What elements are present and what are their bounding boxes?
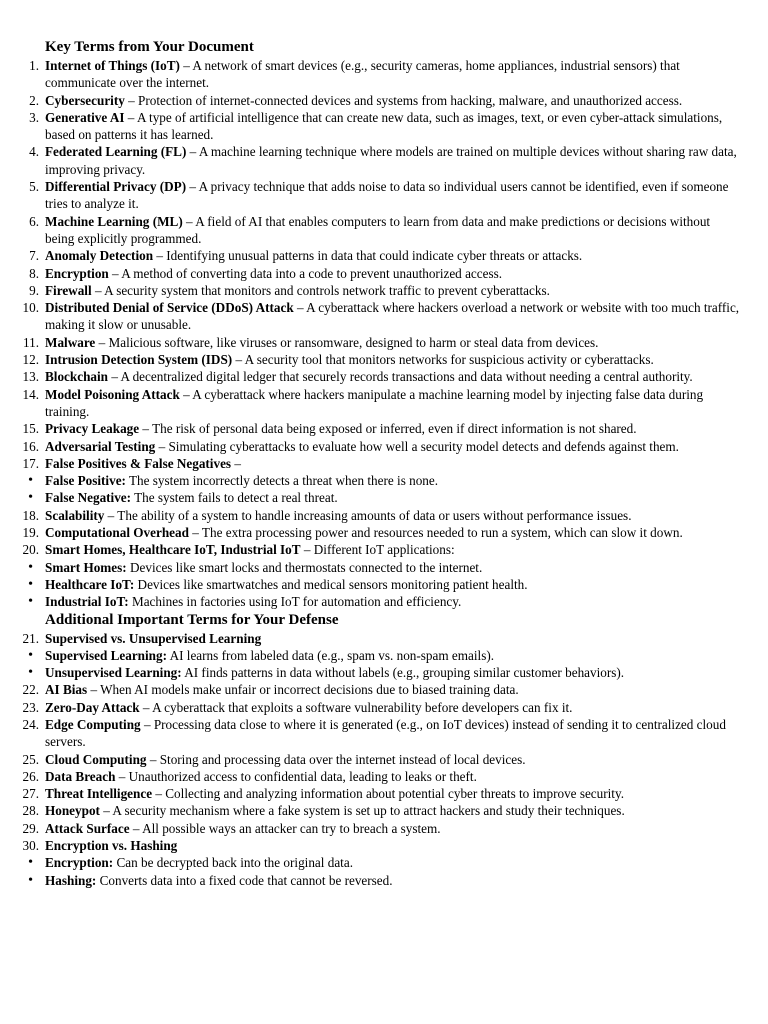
numbered-list-item [0, 143, 740, 178]
list-number: 5. [29, 179, 39, 195]
numbered-list-item [0, 681, 740, 698]
numbered-list-item [0, 751, 740, 768]
numbered-list-item [0, 802, 740, 819]
numbered-list-item [0, 57, 740, 92]
term-definition: – A cyberattack that exploits a software vulnerability before developers can fix it. [139, 699, 573, 715]
bullet-marker: • [28, 559, 33, 575]
term-definition: – A cyberattack where hackers manipulate a machine learning model by injecting false data during training. [45, 386, 704, 419]
term-definition: – A security system that monitors and controls network traffic to prevent cyberattacks. [91, 282, 550, 298]
list-number: 22. [22, 682, 39, 698]
numbered-list-item [0, 178, 740, 213]
term-definition: – The risk of personal data being exposed or inferred, even if direct information is not shared. [139, 421, 637, 437]
bullet-marker: • [28, 855, 33, 871]
term-definition: – A cyberattack where hackers overload a network or website with too much traffic, making it slow or unusable. [45, 300, 740, 333]
key-terms-list [0, 57, 740, 611]
term-name: Honeypot [45, 803, 100, 819]
term-name: Smart Homes, Healthcare IoT, Industrial IoT [45, 542, 301, 558]
numbered-list-item [0, 334, 740, 351]
bullet-marker: • [28, 594, 33, 610]
numbered-list-item [0, 299, 740, 334]
term-name: Data Breach [45, 768, 116, 784]
numbered-list-item [0, 282, 740, 299]
term-definition: – Unauthorized access to confidential data, leading to leaks or theft. [115, 768, 477, 784]
term-name: Zero-Day Attack [45, 699, 140, 715]
bullet-list-item [0, 559, 740, 576]
term-name: Privacy Leakage [45, 421, 140, 437]
term-definition: – The ability of a system to handle increasing amounts of data or users without performance issues. [104, 507, 632, 523]
term-name: Encryption vs. Hashing [45, 838, 178, 854]
list-number: 10. [22, 300, 39, 316]
term-name: Anomaly Detection [45, 248, 154, 264]
term-definition: – A machine learning technique where models are trained on multiple devices without sharing raw data, improving privacy. [45, 144, 737, 177]
list-number: 14. [22, 386, 39, 402]
bullet-marker: • [28, 665, 33, 681]
numbered-list-item [0, 420, 740, 437]
term-name: Firewall [45, 282, 92, 298]
term-definition: – Processing data close to where it is generated (e.g., on IoT devices) instead of sending it to centralized cloud servers. [45, 716, 726, 750]
list-number: 21. [22, 630, 39, 646]
term-name: Edge Computing [45, 716, 141, 732]
term-name: Internet of Things (IoT) [45, 58, 180, 73]
numbered-list-item [0, 438, 740, 455]
list-number: 23. [22, 699, 39, 715]
numbered-list-item [0, 785, 740, 802]
term-name: Intrusion Detection System (IDS) [45, 352, 233, 368]
numbered-list-item [0, 351, 740, 368]
term-definition: – A security tool that monitors networks for suspicious activity or cyberattacks. [232, 352, 654, 368]
term-definition: – Identifying unusual patterns in data that could indicate cyber threats or attacks. [153, 248, 583, 264]
list-number: 19. [22, 525, 39, 541]
term-definition: – A security mechanism where a fake system is set up to attract hackers and study their techniques. [99, 803, 625, 819]
term-name: Scalability [45, 507, 105, 523]
bullet-list-item [0, 647, 740, 664]
numbered-list-item [0, 716, 740, 751]
bullet-list-item [0, 854, 740, 871]
document-content [0, 38, 740, 889]
list-number: 6. [29, 213, 39, 229]
term-definition: – When AI models make unfair or incorrect decisions due to biased training data. [87, 682, 519, 698]
term-name: Machine Learning (ML) [45, 213, 183, 229]
bullet-marker: • [28, 576, 33, 592]
list-number: 30. [22, 838, 39, 854]
term-definition: – Storing and processing data over the internet instead of local devices. [146, 751, 526, 767]
numbered-list-item [0, 265, 740, 282]
term-name: Supervised Learning: [45, 647, 167, 663]
bullet-list-item [0, 576, 740, 593]
list-number: 17. [22, 455, 39, 471]
numbered-list-item [0, 820, 740, 837]
term-name: Model Poisoning Attack [45, 386, 180, 402]
term-name: Malware [45, 334, 96, 350]
term-definition: – A privacy technique that adds noise to data so individual users cannot be identified, even if someone tries to analyze it. [45, 179, 729, 212]
list-number: 15. [22, 421, 39, 437]
term-definition: Converts data into a fixed code that cannot be reversed. [96, 872, 393, 888]
term-name: Encryption [45, 265, 109, 281]
term-definition: Devices like smartwatches and medical sensors monitoring patient health. [134, 576, 528, 592]
term-name: Adversarial Testing [45, 438, 156, 454]
term-definition: – A network of smart devices (e.g., security cameras, home appliances, industrial sensors) that communicate over the internet. [45, 58, 680, 91]
numbered-list-item [0, 213, 740, 248]
additional-terms-list [0, 630, 740, 889]
section-heading-key-terms: Key Terms from Your Document [45, 39, 254, 55]
term-definition: – [231, 455, 241, 471]
bullet-marker: • [28, 473, 33, 489]
term-definition: AI finds patterns in data without labels (e.g., grouping similar customer behaviors). [181, 665, 625, 681]
term-definition: AI learns from labeled data (e.g., spam vs. non-spam emails). [167, 647, 495, 663]
bullet-list-item [0, 872, 740, 889]
term-definition: – The extra processing power and resources needed to run a system, which can slow it down. [188, 525, 683, 541]
list-number: 11. [23, 334, 39, 350]
numbered-list-item [0, 699, 740, 716]
term-definition: – Protection of internet-connected devices and systems from hacking, malware, and unauthorized access. [124, 92, 683, 108]
term-definition: – A type of artificial intelligence that can create new data, such as images, text, or even cyber-attack simulations, based on patterns it has learned. [45, 109, 723, 143]
term-name: Threat Intelligence [45, 786, 153, 802]
list-number: 20. [22, 542, 39, 558]
term-definition: The system fails to detect a real threat. [131, 490, 338, 506]
term-definition: – Collecting and analyzing information about potential cyber threats to improve security. [152, 786, 625, 802]
term-definition: – Simulating cyberattacks to evaluate how well a security model detects and defends against them. [155, 438, 679, 454]
list-number: 7. [29, 248, 39, 264]
term-name: Distributed Denial of Service (DDoS) Attack [45, 300, 294, 316]
bullet-list-item [0, 489, 740, 506]
term-definition: Machines in factories using IoT for automation and efficiency. [128, 594, 462, 610]
term-definition: – Malicious software, like viruses or ransomware, designed to harm or steal data from devices. [95, 334, 599, 350]
list-number: 25. [22, 751, 39, 767]
numbered-list-item [0, 768, 740, 785]
section-heading-additional-terms: Additional Important Terms for Your Defense [45, 611, 339, 628]
term-definition: – A method of converting data into a code to prevent unauthorized access. [108, 265, 503, 281]
bullet-list-item [0, 472, 740, 489]
term-definition: – A decentralized digital ledger that securely records transactions and data without needing a central authority. [108, 369, 693, 385]
list-number: 29. [22, 820, 39, 836]
bullet-marker: • [28, 647, 33, 663]
list-number: 8. [29, 265, 39, 281]
list-number: 27. [22, 786, 39, 802]
term-name: Computational Overhead [45, 525, 189, 541]
list-number: 1. [29, 58, 39, 73]
list-number: 4. [29, 144, 39, 160]
term-definition: – All possible ways an attacker can try to breach a system. [129, 820, 441, 836]
term-name: Cloud Computing [45, 751, 147, 767]
list-number: 28. [22, 803, 39, 819]
term-name: Differential Privacy (DP) [45, 179, 187, 195]
term-name: Healthcare IoT: [45, 576, 135, 592]
numbered-list-item [0, 507, 740, 524]
numbered-list-item [0, 368, 740, 385]
term-definition: The system incorrectly detects a threat when there is none. [125, 473, 439, 489]
term-name: False Negative: [45, 490, 132, 506]
numbered-list-item [0, 541, 740, 558]
numbered-list-item [0, 524, 740, 541]
list-number: 3. [29, 109, 39, 125]
term-name: Hashing: [45, 872, 97, 888]
term-name: Blockchain [45, 369, 109, 385]
term-name: Industrial IoT: [45, 594, 129, 610]
list-number: 18. [22, 507, 39, 523]
numbered-list-item [0, 455, 740, 472]
term-definition: – Different IoT applications: [300, 542, 455, 558]
term-name: False Positive: [45, 473, 126, 489]
term-name: Unsupervised Learning: [45, 665, 182, 681]
list-number: 24. [22, 716, 39, 732]
term-definition: – A field of AI that enables computers to learn from data and make predictions or decisions without being explicitly programmed. [45, 213, 711, 246]
term-name: Supervised vs. Unsupervised Learning [45, 630, 262, 646]
bullet-marker: • [28, 490, 33, 506]
term-name: False Positives & False Negatives [45, 455, 232, 471]
numbered-list-item [0, 109, 740, 144]
term-definition: Can be decrypted back into the original data. [113, 855, 353, 871]
term-name: Encryption: [45, 855, 114, 871]
term-name: Generative AI [45, 109, 125, 125]
list-number: 2. [29, 92, 39, 108]
list-number: 13. [22, 369, 39, 385]
list-number: 9. [29, 282, 39, 298]
term-name: AI Bias [45, 682, 88, 698]
list-number: 26. [22, 768, 39, 784]
numbered-list-item [0, 92, 740, 109]
numbered-list-item [0, 837, 740, 854]
list-number: 12. [22, 352, 39, 368]
bullet-list-item [0, 593, 740, 610]
bullet-list-item [0, 664, 740, 681]
term-definition: Devices like smart locks and thermostats connected to the internet. [126, 559, 483, 575]
term-name: Smart Homes: [45, 559, 127, 575]
numbered-list-item [0, 386, 740, 421]
numbered-list-item [0, 630, 740, 647]
list-number: 16. [22, 438, 39, 454]
numbered-list-item [0, 247, 740, 264]
term-name: Cybersecurity [45, 92, 125, 108]
term-name: Federated Learning (FL) [45, 144, 187, 160]
bullet-marker: • [28, 872, 33, 888]
term-name: Attack Surface [45, 820, 130, 836]
